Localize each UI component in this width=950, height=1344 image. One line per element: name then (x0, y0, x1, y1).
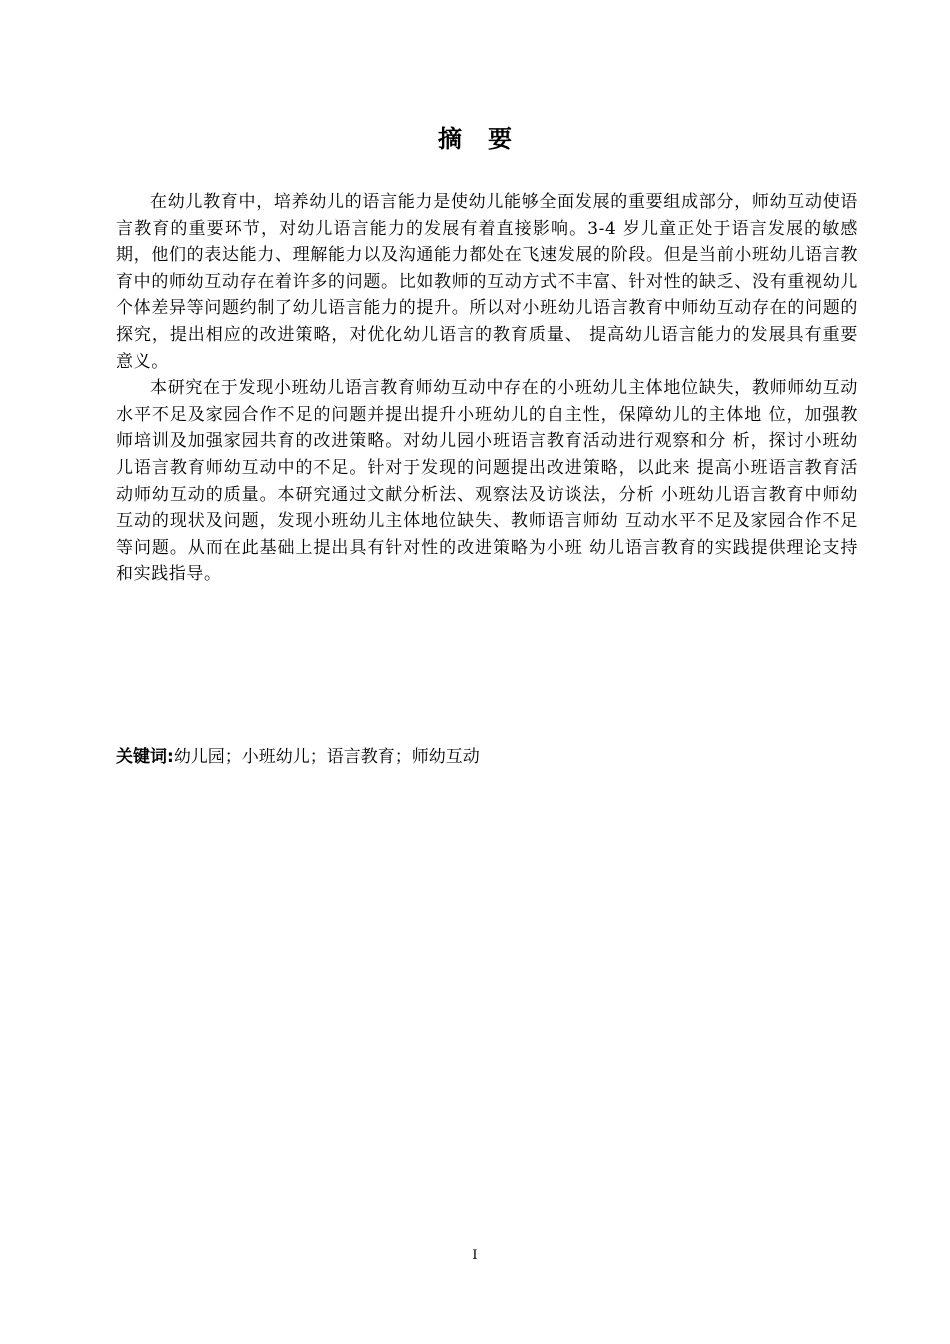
keywords-line (116, 744, 858, 770)
page-number: I (472, 1248, 478, 1263)
abstract-title-char-2: 要 (488, 124, 512, 153)
abstract-paragraph: 本研究在于发现小班幼儿语言教育师幼互动中存在的小班幼儿主体地位缺失，教师师幼互动水平不足及家园合作不足的问题并提出提升小班幼儿的自主性，保障幼儿的主体地 位，加强教师培训及加强家园共育的改进策略。对幼儿园小班语言教育活动进行观察和分 析，探讨小班幼儿语言教育师幼互动中的不足。针对于发现的问题提出改进策略，以此来 提高小班语言教育活动师幼互动的质量。本研究通过文献分析法、观察法及访谈法，分析 小班幼儿语言教育中师幼互动的现状及问题，发现小班幼儿主体地位缺失、教师语言师幼 互动水平不足及家园合作不足等问题。从而在此基础上提出具有针对性的改进策略为小班 幼儿语言教育的实践提供理论支持和实践指导。 (116, 378, 858, 585)
keywords-label: 关键词: (116, 747, 174, 767)
abstract-title (0, 122, 950, 156)
keywords-value: 幼儿园；小班幼儿；语言教育；师幼互动 (173, 747, 480, 767)
abstract-title-char-1: 摘 (438, 124, 462, 153)
abstract-paragraph: 在幼儿教育中，培养幼儿的语言能力是使幼儿能够全面发展的重要组成部分，师幼互动使语言教育的重要环节，对幼儿语言能力的发展有着直接影响。3-4 岁儿童正处于语言发展的敏感期，他们的表达能力、理解能力以及沟通能力都处在飞速发展的阶段。但是当前小班幼儿语言教育中的师幼互动存在着许多的问题。比如教师的互动方式不丰富、针对性的缺乏、没有重视幼儿个体差异等问题约制了幼儿语言能力的提升。所以对小班幼儿语言教育中师幼互动存在的问题的探究，提出相应的改进策略，对优化幼儿语言的教育质量、 提高幼儿语言能力的发展具有重要意义。 (116, 192, 858, 372)
abstract-body (116, 189, 858, 588)
